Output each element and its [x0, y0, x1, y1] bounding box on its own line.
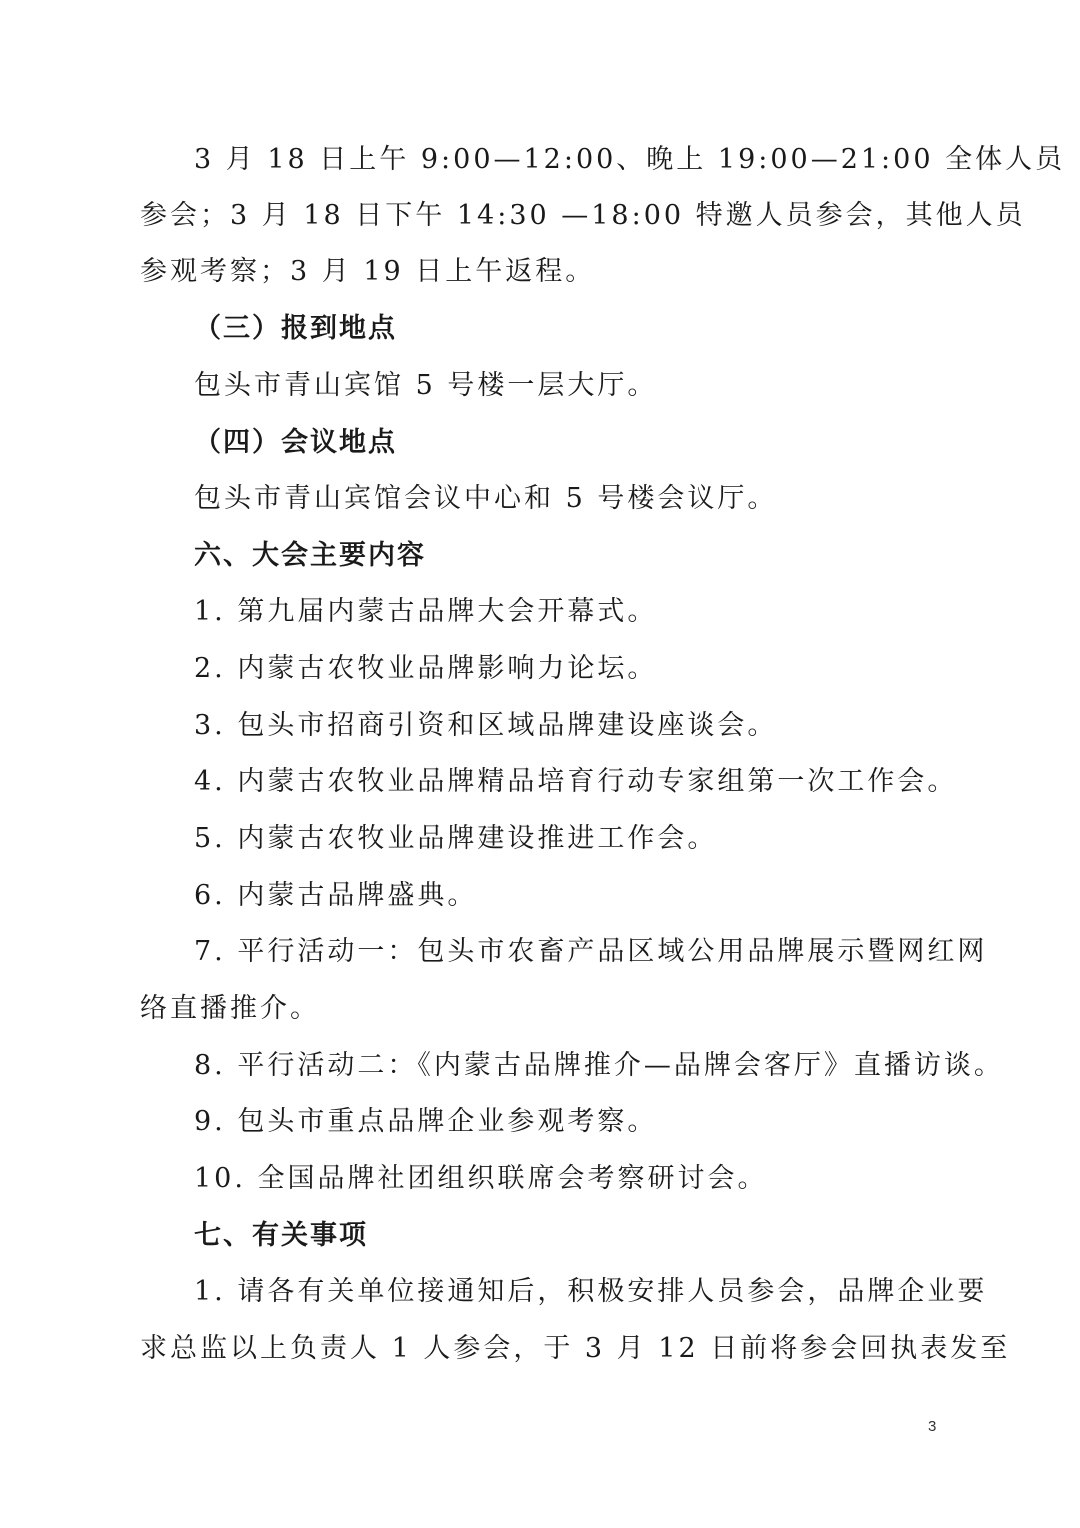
- paragraph-line: 求总监以上负责人 1 人参会，于 3 月 12 日前将参会回执表发至: [140, 1333, 1011, 1364]
- list-item: 6. 内蒙古品牌盛典。: [194, 880, 478, 911]
- list-item: 1. 第九届内蒙古品牌大会开幕式。: [194, 596, 658, 627]
- list-item: 3. 包头市招商引资和区域品牌建设座谈会。: [194, 710, 778, 741]
- paragraph-line: 参会；3 月 18 日下午 14:30 —18:00 特邀人员参会，其他人员: [140, 200, 1026, 231]
- paragraph-line: 1. 请各有关单位接通知后，积极安排人员参会，品牌企业要: [194, 1276, 988, 1307]
- page-number: 3: [928, 1418, 937, 1435]
- list-item: 2. 内蒙古农牧业品牌影响力论坛。: [194, 653, 658, 684]
- list-item: 7. 平行活动一：包头市农畜产品区域公用品牌展示暨网红网: [194, 936, 988, 967]
- list-item: 5. 内蒙古农牧业品牌建设推进工作会。: [194, 823, 718, 854]
- paragraph-line: 参观考察；3 月 19 日上午返程。: [140, 256, 596, 287]
- section-heading: 七、有关事项: [194, 1220, 368, 1251]
- subsection-heading: （三）报到地点: [194, 313, 397, 344]
- list-item: 10. 全国品牌社团组织联席会考察研讨会。: [194, 1163, 768, 1194]
- paragraph-line: 3 月 18 日上午 9:00—12:00、晚上 19:00—21:00 全体人员: [194, 144, 1066, 175]
- list-item-continuation: 络直播推介。: [140, 993, 320, 1024]
- subsection-heading: （四）会议地点: [194, 427, 397, 458]
- list-item: 4. 内蒙古农牧业品牌精品培育行动专家组第一次工作会。: [194, 766, 958, 797]
- section-heading: 六、大会主要内容: [194, 540, 426, 571]
- list-item: 8. 平行活动二：《内蒙古品牌推介—品牌会客厅》直播访谈。: [194, 1050, 1004, 1081]
- paragraph-line: 包头市青山宾馆会议中心和 5 号楼会议厅。: [194, 483, 778, 514]
- paragraph-line: 包头市青山宾馆 5 号楼一层大厅。: [194, 370, 658, 401]
- list-item: 9. 包头市重点品牌企业参观考察。: [194, 1106, 658, 1137]
